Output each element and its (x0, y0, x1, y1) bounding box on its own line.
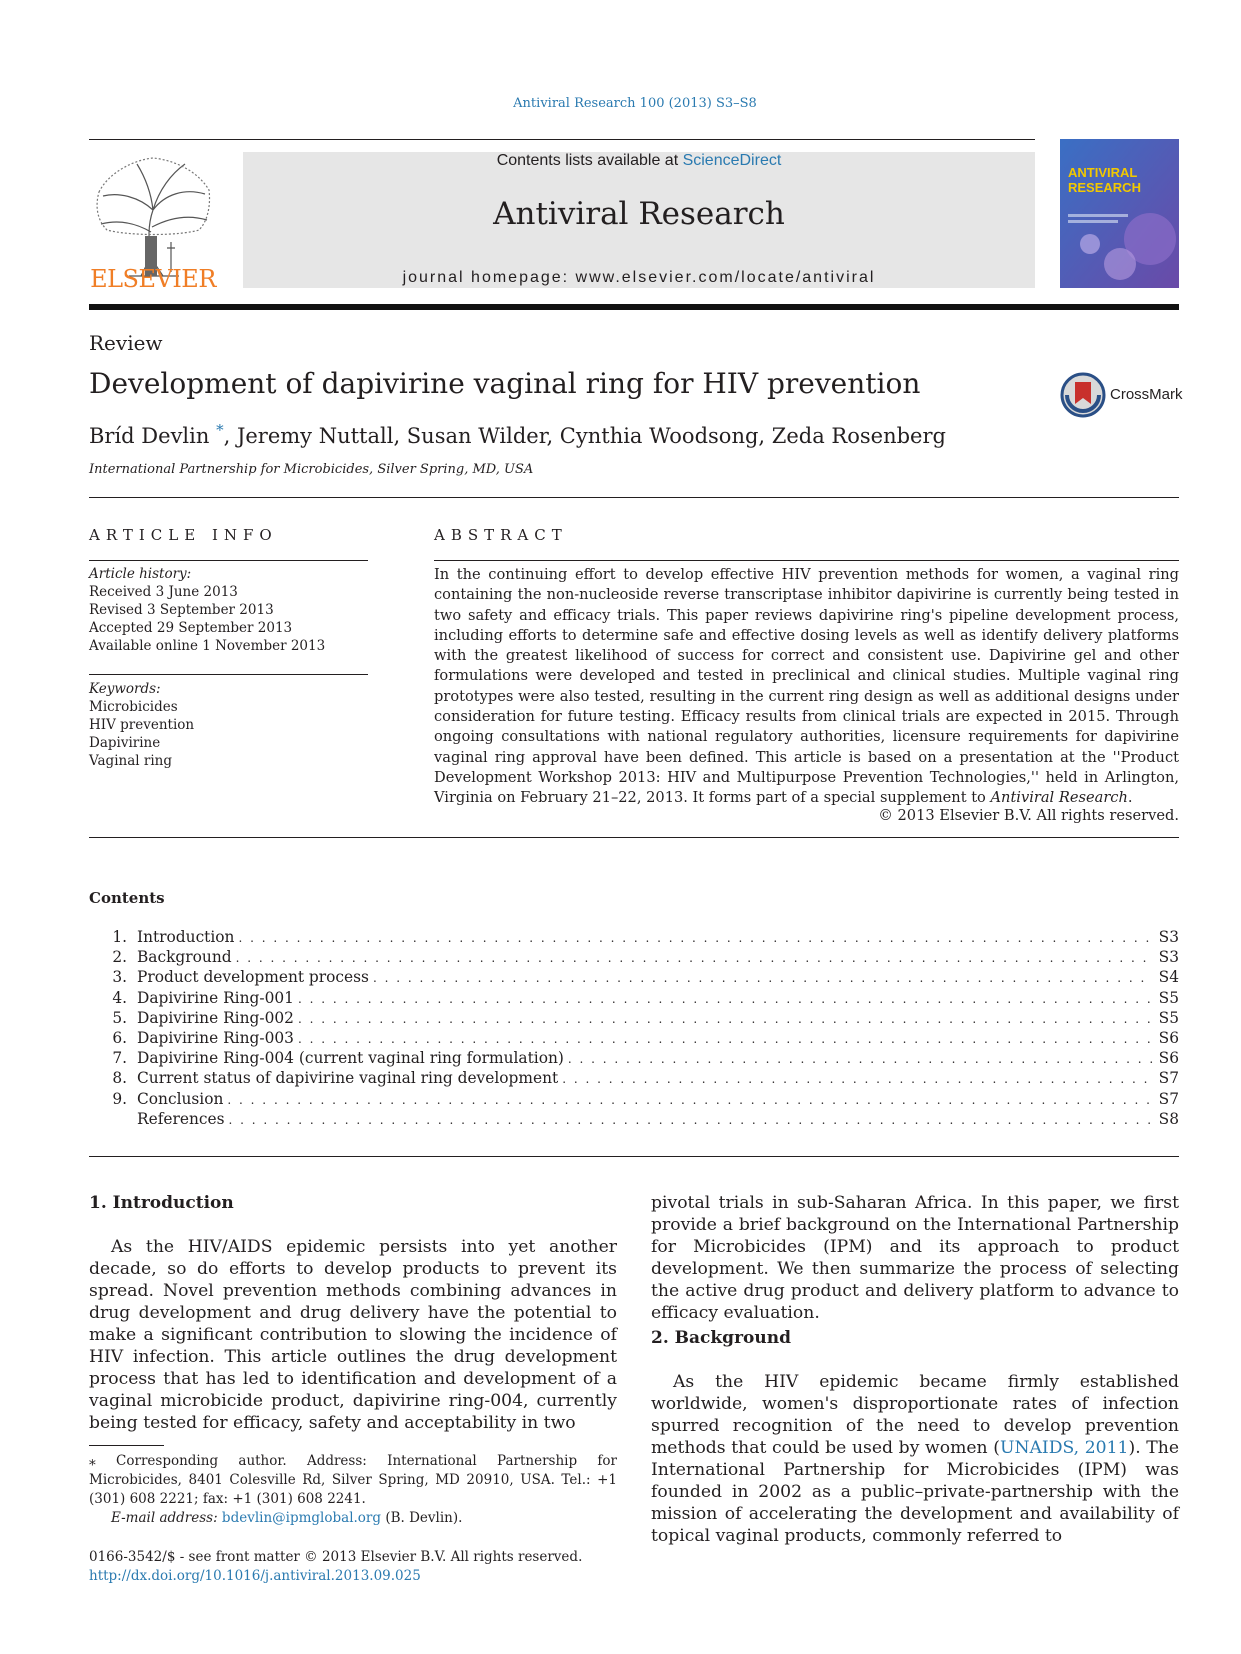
history-label: Article history: (89, 566, 192, 582)
toc-entry[interactable] (89, 1069, 1179, 1089)
introduction-continued (651, 1192, 1179, 1324)
keyword: Dapivirine (89, 735, 161, 751)
background-text-1: As the HIV epidemic became firmly established worldwide, women's disproportionate rates of infection spurred recognition of the need to develop prevention methods that could be used by women ( (651, 1372, 1179, 1458)
toc-title: Current status of dapivirine vaginal ring development (137, 1069, 559, 1088)
divider (89, 560, 368, 561)
header-thick-rule (89, 304, 1179, 310)
toc-page: S7 (1158, 1089, 1179, 1108)
author-list (89, 421, 946, 448)
page-footer (89, 1548, 582, 1586)
section-heading-introduction: 1. Introduction (89, 1193, 234, 1213)
toc-entry[interactable] (89, 968, 1179, 988)
keywords (89, 680, 368, 770)
article-type: Review (89, 331, 163, 355)
toc-number: 2. (112, 948, 127, 967)
toc-title: Conclusion (137, 1089, 224, 1108)
toc-title: References (137, 1109, 225, 1128)
toc-leader (229, 1113, 1153, 1127)
crossmark-icon (1060, 372, 1106, 418)
toc-number: 6. (112, 1028, 127, 1047)
footnote-rule (89, 1445, 164, 1446)
cover-title-2: RESEARCH (1068, 180, 1141, 195)
abstract-copyright: © 2013 Elsevier B.V. All rights reserved. (878, 807, 1179, 824)
divider (89, 1156, 1179, 1157)
doi-link[interactable]: http://dx.doi.org/10.1016/j.antiviral.2013.09.025 (89, 1568, 421, 1584)
email-suffix: (B. Devlin). (381, 1510, 463, 1526)
elsevier-wordmark: ELSEVIER (90, 265, 216, 293)
citation-link[interactable]: UNAIDS, 2011 (999, 1438, 1129, 1458)
journal-homepage[interactable]: journal homepage: www.elsevier.com/locate/antiviral (402, 269, 876, 286)
contents-available-line (243, 152, 1035, 170)
toc-title: Dapivirine Ring-004 (current vaginal ring formulation) (137, 1049, 564, 1068)
issn-line: 0166-3542/$ - see front matter © 2013 Elsevier B.V. All rights reserved. (89, 1549, 583, 1565)
toc-leader (568, 1052, 1153, 1066)
toc-number: 7. (112, 1049, 127, 1068)
article-info-heading: ARTICLE INFO (89, 526, 278, 544)
toc-number: 3. (112, 968, 127, 987)
cover-title-1: ANTIVIRAL (1068, 165, 1138, 180)
toc-number: 4. (112, 988, 127, 1007)
toc-number: 1. (112, 928, 127, 946)
elsevier-logo[interactable] (89, 152, 217, 292)
history-item: Accepted 29 September 2013 (89, 620, 293, 636)
authors-rest: , Jeremy Nuttall, Susan Wilder, Cynthia Woodsong, Zeda Rosenberg (223, 424, 946, 448)
contents-heading: Contents (89, 889, 165, 907)
divider (89, 674, 368, 675)
contents-prefix: Contents lists available at (496, 152, 683, 169)
toc-page: S3 (1158, 928, 1179, 946)
toc-leader (238, 931, 1152, 945)
toc-number: 8. (112, 1069, 127, 1088)
paragraph: pivotal trials in sub-Saharan Africa. In this paper, we first provide a brief background on the International Partnership for Microbicides (IPM) and its approach to product development. We then summarize the process of selecting the active drug product and delivery platform to advance to efficacy evaluation. (651, 1193, 1179, 1323)
keywords-label: Keywords: (89, 681, 161, 697)
toc-leader (373, 971, 1153, 985)
abstract-body: In the continuing effort to develop effective HIV prevention methods for women, a vaginal ring containing the non-nucleoside reverse transcriptase inhibitor dapivirine is currently being tested in two safety and efficacy trials. This paper reviews dapivirine ring's pipeline development process, including efforts to determine safe and effective dosing levels as well as identify delivery platforms with the greatest likelihood of success for correct and consistent use. Dapivirine gel and other formulations were developed and tested in preclinical and clinical studies. Multiple vaginal ring prototypes were also tested, resulting in the current ring design as well as additional designs under consideration for future testing. Efficacy results from clinical trials are expected in 2015. Through ongoing consultations with national regulatory authorities, licensure requirements for dapivirine vaginal ring approval have been defined. This article is based on a presentation at the ''Product Development Workshop 2013: HIV and Multipurpose Prevention Technologies,'' held in Arlington, Virginia on February 21–22, 2013. It forms part of a special supplement to (434, 566, 1179, 807)
author-first: Bríd Devlin (89, 424, 210, 448)
paragraph (651, 1371, 1179, 1547)
toc-leader (562, 1072, 1152, 1086)
cover-art-icon (1060, 139, 1179, 288)
journal-reference-link[interactable]: Antiviral Research 100 (2013) S3–S8 (513, 96, 757, 111)
footnote-email-line (89, 1509, 617, 1528)
footnote-text: ⁎ Corresponding author. Address: International Partnership for Microbicides, 8401 Colesville Rd, Silver Spring, MD 20910, USA. Tel.: +1 (301) 608 2221; fax: +1 (301) 608 2241. (89, 1453, 617, 1507)
toc-entry[interactable] (89, 1110, 1179, 1130)
toc-title: Product development process (137, 968, 369, 987)
sciencedirect-link[interactable]: ScienceDirect (682, 152, 782, 169)
toc-number: 9. (112, 1089, 127, 1108)
history-item: Revised 3 September 2013 (89, 602, 274, 618)
keyword: HIV prevention (89, 717, 195, 733)
corresponding-author-footnote (89, 1452, 617, 1528)
toc-title: Dapivirine Ring-001 (137, 988, 294, 1007)
divider (434, 560, 1179, 561)
email-label: E-mail address: (111, 1510, 222, 1526)
affiliation: International Partnership for Microbicides, Silver Spring, MD, USA (89, 462, 534, 477)
corresponding-author-link[interactable]: * (216, 421, 224, 439)
crossmark-label: CrossMark (1110, 386, 1183, 403)
toc-page: S4 (1158, 968, 1179, 987)
toc-entry[interactable] (89, 989, 1179, 1009)
toc-entry[interactable] (89, 928, 1179, 948)
toc-page: S8 (1158, 1109, 1179, 1128)
section-heading-background: 2. Background (651, 1328, 791, 1348)
background-paragraph (651, 1371, 1179, 1547)
background-text-2: ). The International Partnership for Microbicides (IPM) was founded in 2002 as a public–private-partnership with the mission of accelerating the development and availability of topical vaginal products, commonly referred to (651, 1438, 1179, 1546)
toc-entry[interactable] (89, 948, 1179, 968)
toc-leader (236, 951, 1153, 965)
toc-entry[interactable] (89, 1049, 1179, 1069)
abstract-heading: ABSTRACT (434, 526, 568, 544)
crossmark-badge[interactable] (1060, 372, 1185, 420)
divider (89, 497, 1179, 498)
toc-page: S5 (1158, 988, 1179, 1007)
abstract-period: . (1127, 789, 1133, 807)
toc-title: Background (137, 948, 232, 967)
toc-page: S6 (1158, 1028, 1179, 1047)
toc-page: S7 (1158, 1069, 1179, 1088)
keyword: Vaginal ring (89, 753, 172, 769)
abstract-journal-italic: Antiviral Research (990, 789, 1128, 807)
toc-leader (227, 1093, 1152, 1107)
toc-leader (298, 992, 1153, 1006)
toc-entry[interactable] (89, 1009, 1179, 1029)
toc-leader (298, 1032, 1153, 1046)
toc-page: S3 (1158, 948, 1179, 967)
paragraph: As the HIV/AIDS epidemic persists into yet another decade, so do efforts to develop products to prevent its spread. Novel prevention methods combining advances in drug development and drug delivery have the potential to make a significant contribution to slowing the incidence of HIV infection. This article outlines the drug development process that has led to identification and development of a vaginal microbicide product, dapivirine ring-004, currently being tested for efficacy, safety and acceptability in two (89, 1237, 617, 1433)
history-item: Available online 1 November 2013 (89, 638, 326, 654)
toc-title: Dapivirine Ring-003 (137, 1028, 294, 1047)
journal-cover-image[interactable] (1060, 139, 1179, 288)
email-link[interactable]: bdevlin@ipmglobal.org (221, 1510, 382, 1526)
abstract-text (434, 565, 1179, 809)
toc-number: 5. (112, 1008, 127, 1027)
toc-page: S6 (1158, 1049, 1179, 1068)
top-rule (89, 139, 1035, 140)
article-title: Development of dapivirine vaginal ring for HIV prevention (89, 367, 921, 400)
toc-entry[interactable] (89, 1090, 1179, 1110)
toc-title: Introduction (137, 928, 235, 946)
toc-leader (298, 1012, 1153, 1026)
article-history (89, 565, 368, 655)
table-of-contents (89, 928, 1179, 1130)
divider (89, 837, 1179, 838)
history-item: Received 3 June 2013 (89, 584, 238, 600)
journal-name: Antiviral Research (493, 196, 785, 232)
toc-title: Dapivirine Ring-002 (137, 1008, 294, 1027)
toc-entry[interactable] (89, 1029, 1179, 1049)
introduction-paragraph (89, 1236, 617, 1434)
keyword: Microbicides (89, 699, 178, 715)
toc-page: S5 (1158, 1008, 1179, 1027)
